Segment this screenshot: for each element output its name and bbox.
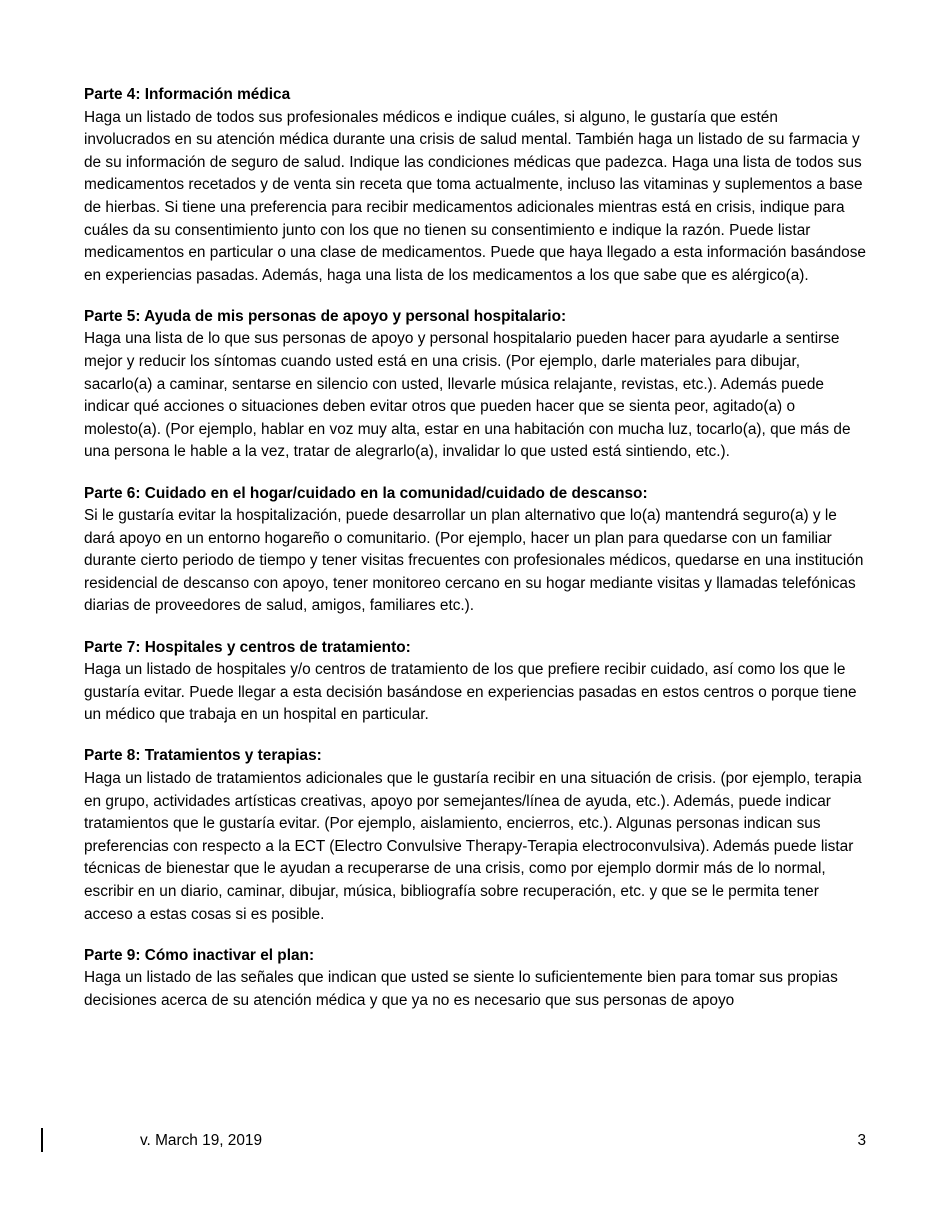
section-title: Parte 4: Información médica bbox=[84, 86, 291, 103]
section-body: Haga un listado de las señales que indican que usted se siente lo suficientemente bien para tomar sus propias decisiones acerca de su atención médica y que ya no es necesario que sus personas de apoyo bbox=[84, 969, 838, 1009]
section-body: Haga un listado de hospitales y/o centros de tratamiento de los que prefiere recibir cuidado, así como los que le gustaría evitar. Puede llegar a esta decisión basándose en experiencias pasadas en estos centros o porque tiene un médico que trabaja en un hospital en particular. bbox=[84, 661, 857, 724]
section-title: Parte 5: Ayuda de mis personas de apoyo y personal hospitalario: bbox=[84, 307, 567, 325]
section-body: Haga una lista de lo que sus personas de apoyo y personal hospitalario pueden hacer para ayudarle a sentirse mejor y reducir los síntomas cuando usted está en una crisis. (Por ejemplo, darle materiales para dibujar, sacarlo(a) a caminar, sentarse en silencio con usted, llevarle música relajante, revistas, etc.). Además puede indicar qué acciones o situaciones deben evitar otros que pueden hacer que se sienta peor, agitado(a) o molesto(a). (Por ejemplo, hablar en voz muy alta, estar en una habitación con mucha luz, tocarlo(a), que más de una persona le hable a la vez, tratar de alegrarlo(a), invalidar lo que usted está sintiendo, etc.). bbox=[84, 330, 851, 461]
section-parte-7 bbox=[84, 637, 868, 727]
page-footer bbox=[0, 1128, 950, 1156]
section-title: Parte 6: Cuidado en el hogar/cuidado en la comunidad/cuidado de descanso: bbox=[84, 484, 648, 502]
section-body: Haga un listado de tratamientos adicionales que le gustaría recibir en una situación de crisis. (por ejemplo, terapia en grupo, actividades artísticas creativas, apoyo por semejantes/línea de ayuda, etc.). Además, puede indicar tratamientos que le gustaría evitar. (Por ejemplo, aislamiento, encierros, etc.). Algunas personas indican sus preferencias con respecto a la ECT (Electro Convulsive Therapy-Terapia electroconvulsiva). Además puede listar técnicas de bienestar que le ayudan a recuperarse de una crisis, como por ejemplo dormir más de lo normal, escribir en un diario, caminar, dibujar, música, bibliografía sobre recuperación, etc. y que se le permita tener acceso a estas cosas si es posible. bbox=[84, 770, 862, 923]
document-page bbox=[84, 84, 868, 1031]
revision-bar bbox=[41, 1128, 43, 1152]
section-title: Parte 9: Cómo inactivar el plan: bbox=[84, 946, 315, 964]
section-parte-5 bbox=[84, 306, 868, 464]
section-body: Si le gustaría evitar la hospitalización, puede desarrollar un plan alternativo que lo(a) mantendrá seguro(a) y le dará apoyo en un entorno hogareño o comunitario. (Por ejemplo, hacer un plan para quedarse con un familiar durante cierto periodo de tiempo y tener visitas frecuentes con profesionales médicos, quedarse en una institución residencial de descanso con apoyo, tener monitoreo cercano en su hogar mediante visitas y llamadas telefónicas diarias de proveedores de salud, amigos, familiares etc.). bbox=[84, 507, 864, 615]
section-parte-8 bbox=[84, 745, 868, 926]
section-title: Parte 7: Hospitales y centros de tratamiento: bbox=[84, 638, 411, 656]
section-title: Parte 8: Tratamientos y terapias: bbox=[84, 747, 322, 765]
section-parte-6 bbox=[84, 483, 868, 619]
section-parte-9 bbox=[84, 945, 868, 1013]
version-date: v. March 19, 2019 bbox=[140, 1132, 263, 1149]
page-number: 3 bbox=[857, 1132, 866, 1149]
section-parte-4 bbox=[84, 84, 868, 287]
section-body: Haga un listado de todos sus profesionales médicos e indique cuáles, si alguno, le gustaría que estén involucrados en su atención médica durante una crisis de salud mental. También haga un listado de su farmacia y de su información de seguro de salud. Indique las condiciones médicas que padezca. Haga una lista de todos sus medicamentos recetados y de venta sin receta que toma actualmente, incluso las vitaminas y suplementos a base de hierbas. Si tiene una preferencia para recibir medicamentos adicionales mientras está en crisis, indique para cuáles da su consentimiento junto con los que no tienen su consentimiento e indique la razón. Puede listar medicamentos en particular o una clase de medicamentos. Puede que haya llegado a esta información basándose en experiencias pasadas. Además, haga una lista de los medicamentos a los que sabe que es alérgico(a). bbox=[84, 108, 866, 284]
